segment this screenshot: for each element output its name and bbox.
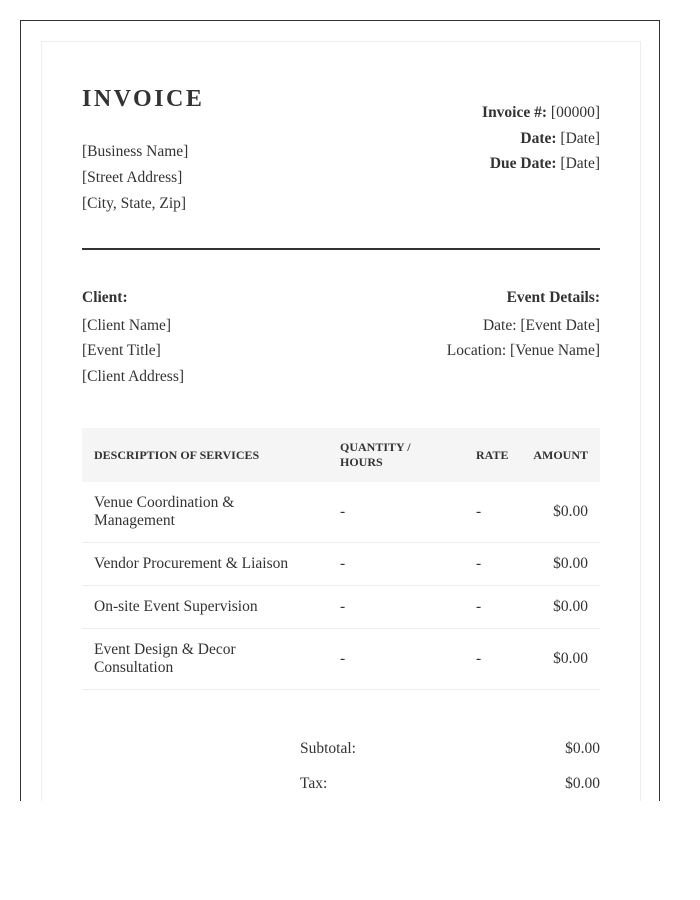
- row-description: On-site Event Supervision: [82, 586, 328, 629]
- col-header-amount: AMOUNT: [520, 428, 600, 482]
- row-quantity: -: [328, 629, 464, 690]
- table-header-row: [82, 428, 600, 482]
- row-rate: -: [464, 543, 520, 586]
- client-info: [82, 285, 184, 389]
- invoice-title: INVOICE: [82, 86, 205, 112]
- business-name: [Business Name]: [82, 143, 189, 160]
- client-address: [Client Address]: [82, 367, 185, 385]
- invoice-date-label: Date:: [520, 129, 557, 147]
- invoice-date-value: [Date]: [560, 129, 600, 147]
- row-description: Vendor Procurement & Liaison: [82, 543, 328, 586]
- row-amount: $0.00: [520, 482, 600, 543]
- row-quantity: -: [328, 482, 464, 543]
- row-amount: $0.00: [520, 629, 600, 690]
- row-description: Event Design & Decor Consultation: [82, 629, 328, 690]
- subtotal-value: $0.00: [565, 740, 600, 757]
- client-event-title: [Event Title]: [82, 342, 161, 359]
- header-divider: [82, 248, 600, 250]
- invoice-meta: [482, 100, 600, 177]
- business-street: [Street Address]: [82, 169, 183, 186]
- subtotal-row: [300, 736, 600, 771]
- row-quantity: -: [328, 543, 464, 586]
- business-address: [82, 139, 188, 217]
- table-row: [82, 629, 600, 690]
- event-heading: Event Details:: [506, 289, 600, 306]
- due-date-label: Due Date:: [489, 155, 557, 172]
- due-date-row: [482, 151, 600, 177]
- row-rate: -: [464, 482, 520, 543]
- col-header-description: DESCRIPTION OF SERVICES: [82, 428, 328, 482]
- event-location: Location: [Venue Name]: [446, 342, 600, 359]
- row-description: Venue Coordination & Management: [82, 482, 328, 543]
- event-date: Date: [Event Date]: [482, 316, 600, 334]
- subtotal-label: Subtotal:: [300, 740, 356, 757]
- tax-row: [300, 771, 600, 806]
- row-rate: -: [464, 629, 520, 690]
- tax-label: Tax:: [300, 775, 328, 792]
- col-header-quantity: QUANTITY / HOURS: [328, 428, 464, 482]
- invoice-number-row: [482, 100, 600, 126]
- tax-value: $0.00: [565, 775, 600, 792]
- row-amount: $0.00: [520, 586, 600, 629]
- table-row: [82, 482, 600, 543]
- row-quantity: -: [328, 586, 464, 629]
- due-date-value: [Date]: [560, 155, 600, 172]
- row-rate: -: [464, 586, 520, 629]
- row-amount: $0.00: [520, 543, 600, 586]
- table-row: [82, 586, 600, 629]
- services-table: [82, 428, 600, 690]
- client-name: [Client Name]: [82, 316, 172, 334]
- totals-section: [300, 736, 600, 806]
- invoice-date-row: [482, 126, 600, 152]
- table-row: [82, 543, 600, 586]
- client-heading: Client:: [82, 289, 128, 306]
- event-details: [447, 285, 600, 364]
- invoice-number-value: [00000]: [550, 104, 600, 121]
- col-header-rate: RATE: [464, 428, 520, 482]
- business-city: [City, State, Zip]: [82, 195, 187, 212]
- invoice-number-label: Invoice #:: [482, 104, 548, 121]
